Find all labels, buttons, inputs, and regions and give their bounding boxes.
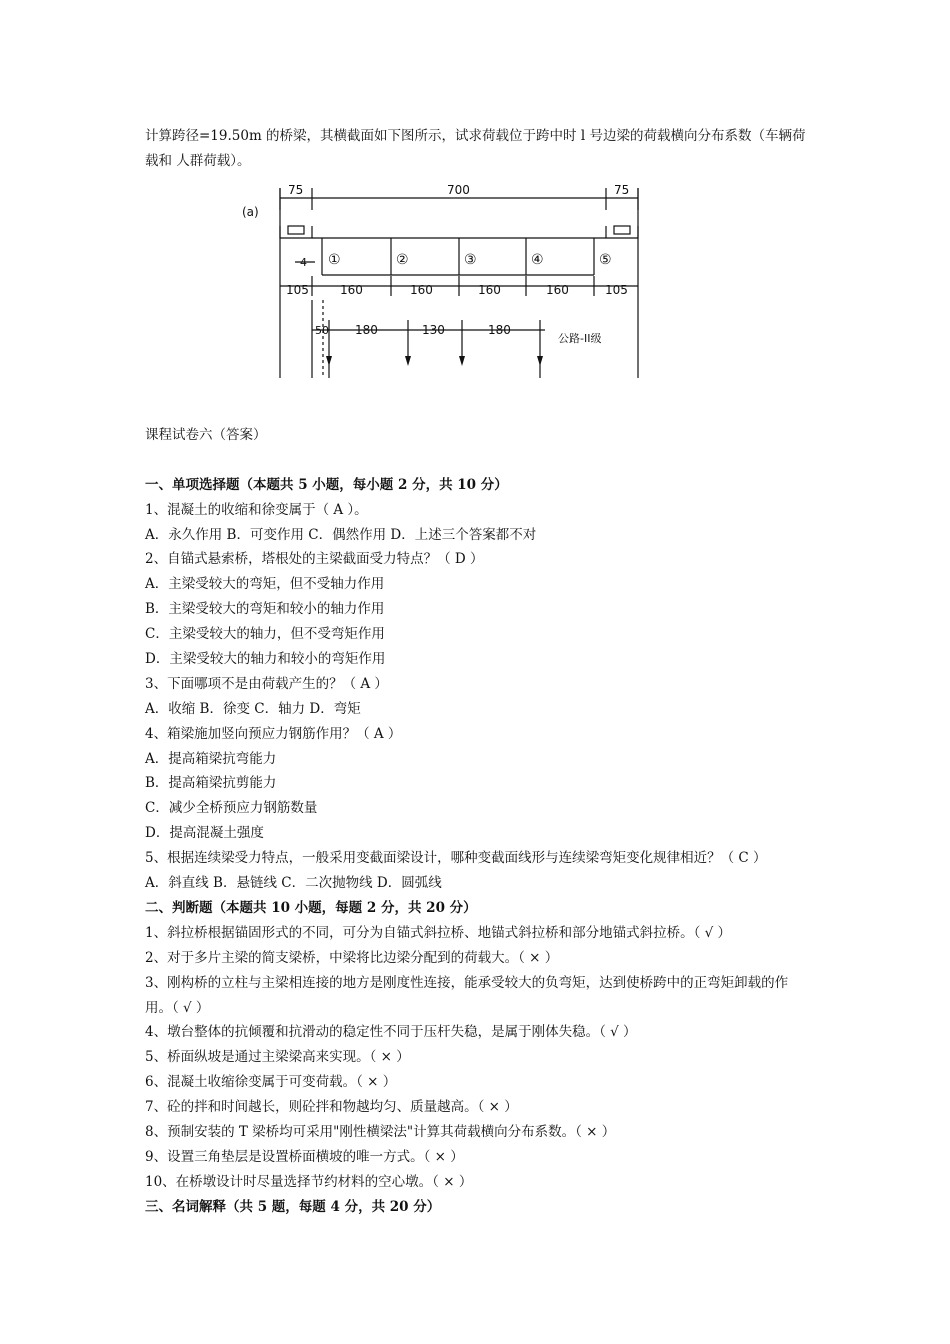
figure-label-a: (a)	[242, 205, 259, 219]
small-dim: 4	[300, 256, 307, 269]
s2-line: 10、在桥墩设计时尽量选择节约材料的空心墩。（ × ）	[145, 1173, 473, 1190]
s1-line: D．主梁受较大的轴力和较小的弯矩作用	[145, 651, 386, 668]
s2-line: 8、预制安装的 T 梁桥均可采用"刚性横梁法"计算其荷载横向分布系数。（ × ）	[145, 1123, 616, 1140]
s2-line: 7、砼的拌和时间越长，则砼拌和物越均匀、质量越高。（ × ）	[145, 1099, 518, 1116]
dim-left: 75	[288, 183, 304, 197]
section2-heading: 二、判断题（本题共 10 小题，每题 2 分，共 20 分）	[145, 899, 477, 916]
s1-line: C．减少全桥预应力钢筋数量	[145, 800, 318, 817]
s1-line: A．主梁受较大的弯矩，但不受轴力作用	[145, 576, 385, 593]
s2-line: 3、刚构桥的立柱与主梁相连接的地方是刚度性连接，能承受较大的负弯矩，达到使桥跨中的正弯矩卸载的作用。（ √ ）	[145, 974, 789, 1016]
load-class-label: 公路-II级	[558, 332, 602, 345]
spacer	[145, 448, 815, 473]
s2-line: 1、斜拉桥根据锚固形式的不同，可分为自锚式斜拉桥、地锚式斜拉桥和部分地锚式斜拉桥。（ √ ）	[145, 924, 732, 941]
beam-label-5: ⑤	[599, 252, 612, 268]
spacing-2: 160	[410, 283, 433, 297]
s1-line: 3、下面哪项不是由荷载产生的？（ A ）	[145, 675, 388, 692]
s1-line: B．主梁受较大的弯矩和较小的轴力作用	[145, 601, 385, 618]
s1-line: 5、根据连续梁受力特点，一般采用变截面梁设计，哪种变截面线形与连续梁弯矩变化规律相近？（ C ）	[145, 850, 767, 867]
s1-line: A．收缩 B．徐变 C．轴力 D．弯矩	[145, 700, 361, 717]
s2-line: 4、墩台整体的抗倾覆和抗滑动的稳定性不同于压杆失稳，是属于刚体失稳。（ √ ）	[145, 1024, 637, 1041]
s2-line: 9、设置三角垫层是设置桥面横坡的唯一方式。（ × ）	[145, 1148, 464, 1165]
spacing-3: 160	[478, 283, 501, 297]
s1-line: 2、自锚式悬索桥，塔根处的主梁截面受力特点？（ D ）	[145, 551, 484, 568]
spacing-0: 105	[286, 283, 309, 297]
load-dim-180-b: 180	[488, 323, 511, 337]
spacing-4: 160	[546, 283, 569, 297]
beam-label-2: ②	[396, 252, 409, 268]
load-dim-50: 50	[315, 324, 329, 337]
beam-label-4: ④	[531, 252, 544, 268]
section1-heading: 一、单项选择题（本题共 5 小题，每小题 2 分，共 10 分）	[145, 476, 508, 493]
s1-line: D．提高混凝土强度	[145, 825, 264, 842]
dim-right: 75	[614, 183, 630, 197]
s1-line: C．主梁受较大的轴力，但不受弯矩作用	[145, 626, 385, 643]
beam-label-1: ①	[328, 252, 341, 268]
s1-line: 4、箱梁施加竖向预应力钢筋作用？（ A ）	[145, 725, 402, 742]
spacing-1: 160	[340, 283, 363, 297]
s1-line: A．永久作用 B．可变作用 C．偶然作用 D．上述三个答案都不对	[145, 526, 537, 543]
s1-line: A．提高箱梁抗弯能力	[145, 750, 277, 767]
beam-label-3: ③	[464, 252, 477, 268]
s1-line: B．提高箱梁抗剪能力	[145, 775, 277, 792]
s2-line: 6、混凝土收缩徐变属于可变荷载。（ × ）	[145, 1074, 397, 1091]
load-dim-130: 130	[422, 323, 445, 337]
s1-line: 1、混凝土的收缩和徐变属于（ A ）。	[145, 501, 368, 518]
section3-heading: 三、名词解释（共 5 题，每题 4 分，共 20 分）	[145, 1198, 441, 1215]
s2-line: 2、对于多片主梁的简支梁桥，中梁将比边梁分配到的荷载大。（ × ）	[145, 949, 559, 966]
s1-line: A．斜直线 B．悬链线 C．二次抛物线 D．圆弧线	[145, 875, 442, 892]
bridge-cross-section-figure	[240, 180, 645, 380]
load-dim-180-a: 180	[355, 323, 378, 337]
exam-answers	[145, 423, 815, 1220]
cross-section-drawing	[240, 180, 645, 380]
spacing-5: 105	[605, 283, 628, 297]
s2-line: 5、桥面纵坡是通过主梁梁高来实现。（ × ）	[145, 1049, 410, 1066]
exam-title: 课程试卷六（答案）	[145, 427, 267, 443]
dim-middle: 700	[447, 183, 470, 197]
problem-statement: 计算跨径=19.50m 的桥梁，其横截面如下图所示，试求荷载位于跨中时 l 号边梁的荷载横向分布系数（车辆荷载和 人群荷载）。	[145, 128, 806, 169]
